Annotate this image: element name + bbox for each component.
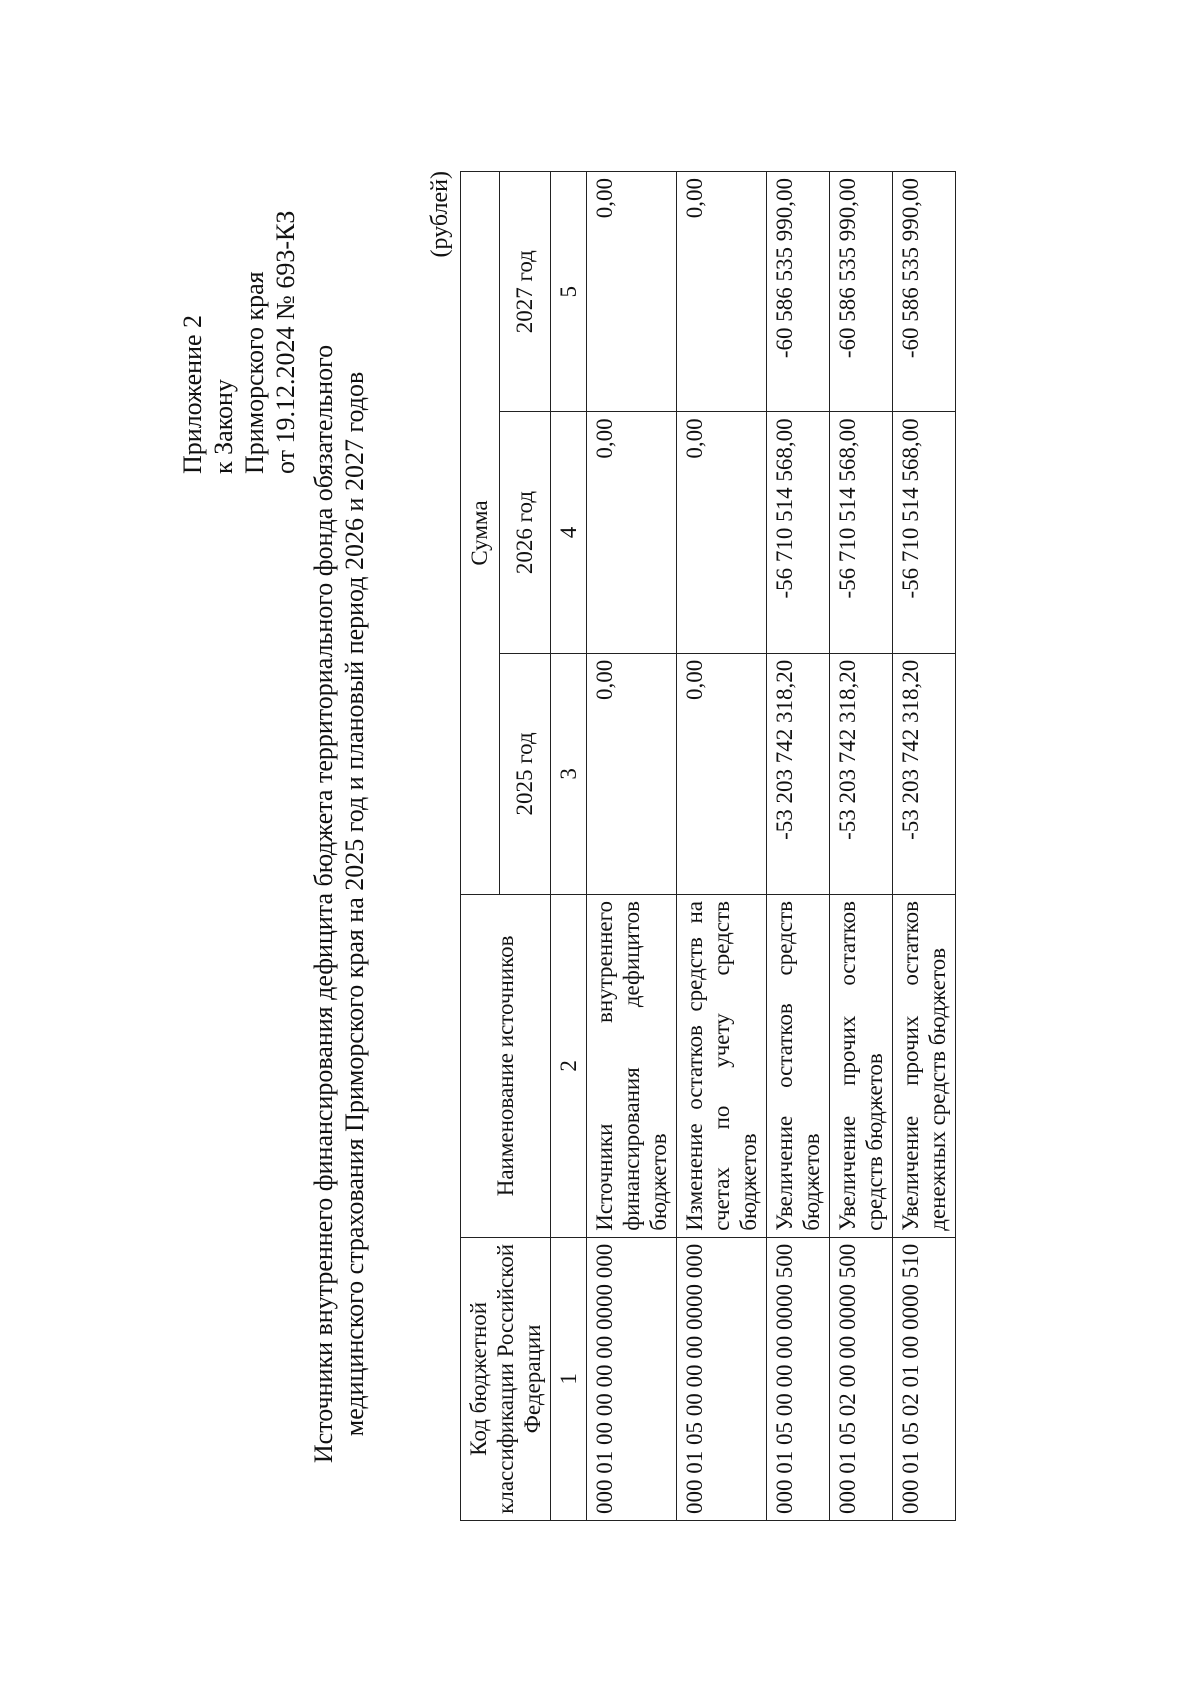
- row-value-2025: 0,00: [677, 653, 767, 894]
- document-title: [308, 289, 370, 1519]
- row-value-2025: -53 203 742 318,20: [767, 653, 830, 894]
- row-value-2025: -53 203 742 318,20: [830, 653, 893, 894]
- row-value-2026: -56 710 514 568,00: [767, 412, 830, 653]
- row-value-2027: -60 586 535 990,00: [893, 172, 956, 412]
- row-code: 000 01 05 02 01 00 0000 510: [893, 1237, 956, 1520]
- row-name: Источники внутреннего финансирования дефицитов бюджетов: [587, 895, 677, 1238]
- header-name: Наименование источников: [461, 895, 551, 1238]
- title-line: Источники внутреннего финансирования дефицита бюджета территориального фонда обязательного: [309, 344, 338, 1464]
- row-name: Изменение остатков средств на счетах по учету средств бюджетов: [677, 895, 767, 1238]
- row-value-2027: -60 586 535 990,00: [767, 172, 830, 412]
- appendix-line: от 19.12.2024 № 693-КЗ: [271, 210, 300, 474]
- appendix-line: Приморского края: [240, 271, 269, 474]
- appendix-line: к Закону: [209, 379, 238, 474]
- column-number: 4: [551, 412, 587, 653]
- row-value-2026: 0,00: [677, 412, 767, 653]
- column-number: 2: [551, 895, 587, 1238]
- column-number: 5: [551, 172, 587, 412]
- header-sum: Сумма: [461, 172, 500, 895]
- column-number: 3: [551, 653, 587, 894]
- header-year-2027: 2027 год: [499, 172, 550, 412]
- rotated-document-page: [80, 89, 1120, 1609]
- row-value-2025: 0,00: [587, 653, 677, 894]
- header-year-2026: 2026 год: [499, 412, 550, 653]
- row-value-2027: 0,00: [587, 172, 677, 412]
- row-name: Увеличение прочих остатков денежных средств бюджетов: [893, 895, 956, 1238]
- appendix-block: [177, 211, 301, 474]
- column-number: 1: [551, 1237, 587, 1520]
- header-code: Код бюджетной классификации Российской Федерации: [461, 1237, 551, 1520]
- row-value-2026: -56 710 514 568,00: [893, 412, 956, 653]
- table-row: [587, 172, 677, 1521]
- row-value-2027: 0,00: [677, 172, 767, 412]
- row-value-2026: -56 710 514 568,00: [830, 412, 893, 653]
- sources-table: [460, 171, 956, 1521]
- row-name: Увеличение остатков средств бюджетов: [767, 895, 830, 1238]
- row-code: 000 01 00 00 00 00 0000 000: [587, 1237, 677, 1520]
- row-value-2026: 0,00: [587, 412, 677, 653]
- row-value-2025: -53 203 742 318,20: [893, 653, 956, 894]
- table-row: [677, 172, 767, 1521]
- table-row: [830, 172, 893, 1521]
- row-code: 000 01 05 00 00 00 0000 000: [677, 1237, 767, 1520]
- header-year-2025: 2025 год: [499, 653, 550, 894]
- title-line: медицинского страхования Приморского края на 2025 год и плановый период 2026 и 2027 годов: [340, 371, 369, 1437]
- row-value-2027: -60 586 535 990,00: [830, 172, 893, 412]
- appendix-line: Приложение 2: [178, 314, 207, 474]
- table-row: [893, 172, 956, 1521]
- row-code: 000 01 05 00 00 00 0000 500: [767, 1237, 830, 1520]
- row-name: Увеличение прочих остатков средств бюджетов: [830, 895, 893, 1238]
- table-row: [767, 172, 830, 1521]
- unit-label: (рублей): [427, 171, 453, 258]
- row-code: 000 01 05 02 00 00 0000 500: [830, 1237, 893, 1520]
